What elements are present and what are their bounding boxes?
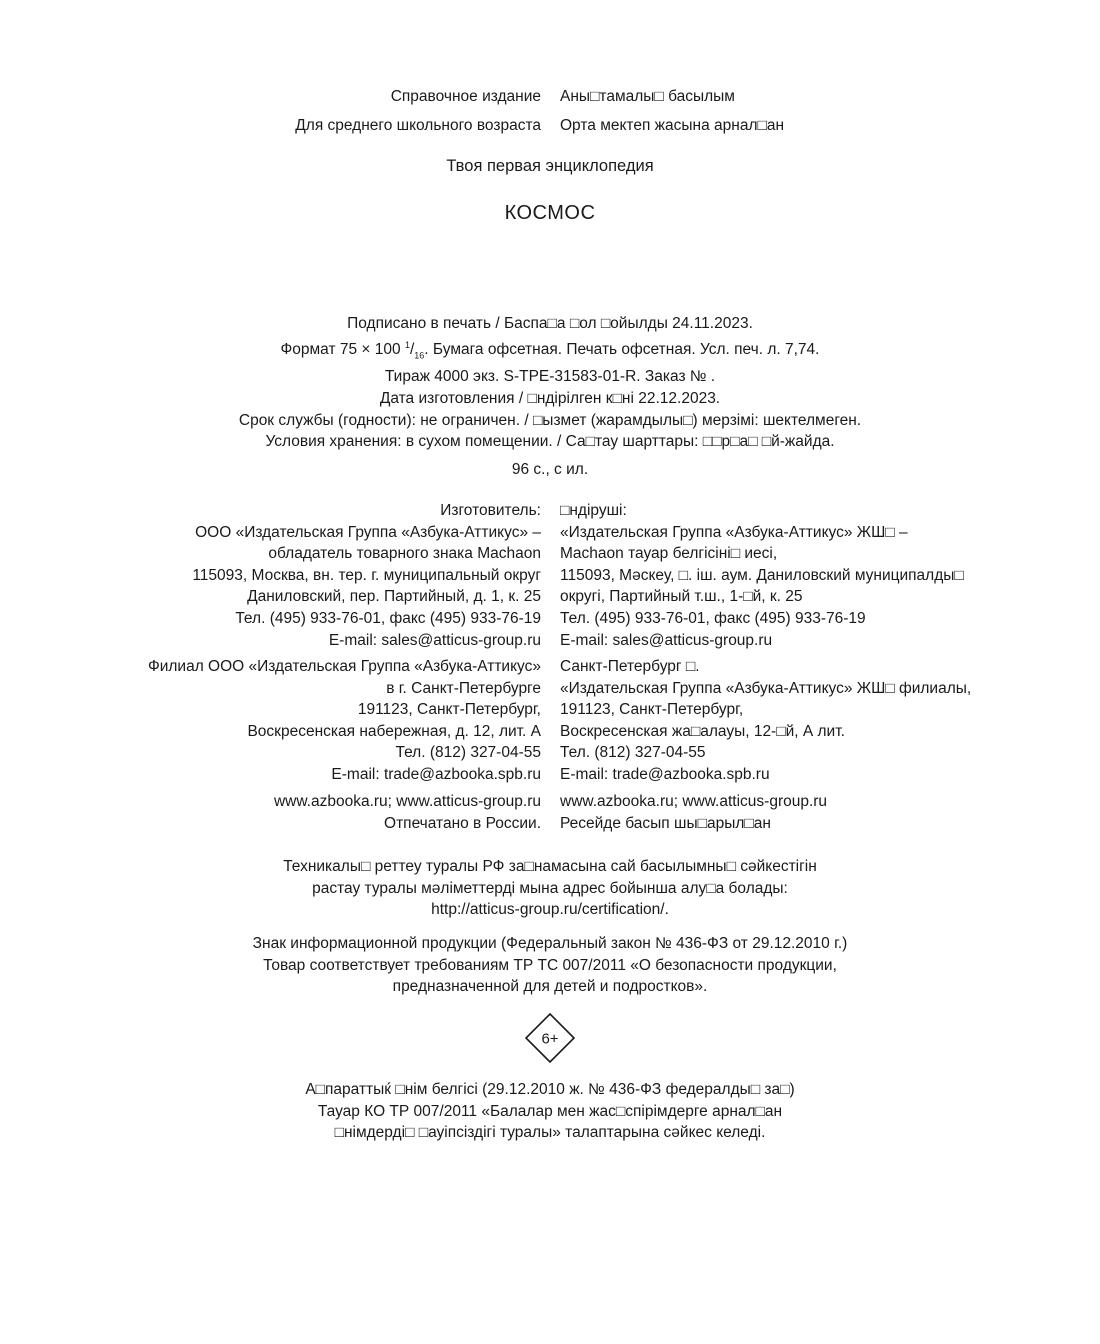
ref-edition-kz: Аны□тамалы□ басылым [560, 88, 735, 105]
certification-line: растау туралы мәліметтерді мына адрес бойынша алу□а болады: [312, 879, 788, 897]
manufacturer-ru-line: 115093, Москва, вн. тер. г. муниципальный округ [192, 566, 541, 584]
websites-ru: www.azbooka.ru; www.atticus-group.ru [273, 793, 541, 810]
series-title: Твоя первая энциклопедия [446, 157, 654, 175]
imprint-date: Дата изготовления / □ндірілген к□ні 22.12.2023. [379, 390, 721, 408]
law-kz-block [0, 1079, 1100, 1144]
branch-kz-email: E-mail: trade@azbooka.spb.ru [560, 765, 770, 783]
format-slash: / [409, 340, 415, 358]
imprint-storage: Условия хранения: в сухом помещении. / Са□тау шарттары: □□р□а□ □й-жайда. [265, 433, 835, 451]
imprint-block [0, 313, 1100, 453]
branch-kz [560, 656, 971, 786]
law-ru-line: предназначенной для детей и подростков». [392, 978, 708, 996]
format-num: 1 [404, 339, 410, 350]
branch-kz-line: «Издательская Группа «Азбука-Аттикус» ЖШ□ филиалы, [560, 679, 972, 697]
diamond-icon [525, 1013, 575, 1063]
manufacturer-kz-line: 115093, Мәскеу, □. іш. аум. Даниловский муниципалды□ [560, 566, 964, 584]
law-kz-line: □німдерді□ □ауіпсіздігі туралы» талаптарына сәйкес келеді. [334, 1124, 766, 1142]
manufacturer-ru-line: обладатель товарного знака Machaon [268, 545, 541, 563]
websites-kz: www.azbooka.ru; www.atticus-group.ru [560, 793, 828, 810]
printed-in-ru: Отпечатано в России. [384, 814, 541, 832]
imprint-signed: Подписано в печать / Баспа□а □ол □ойылды 24.11.2023. [347, 315, 753, 332]
manufacturer-kz [560, 500, 964, 651]
ref-edition-ru: Справочное издание [390, 88, 541, 105]
law-kz-line: Тауар КО ТР 007/2011 «Балалар мен жас□спірімдерге арнал□ан [317, 1102, 783, 1120]
branch-ru-line: Филиал ООО «Издательская Группа «Азбука-Аттикус» [147, 658, 541, 675]
branch-ru-line: Воскресенская набережная, д. 12, лит. А [247, 722, 541, 740]
law-ru-line: Знак информационной продукции (Федеральный закон № 436-ФЗ от 29.12.2010 г.) [252, 935, 848, 952]
branch-ru [148, 656, 541, 786]
branch-kz-line: Тел. (812) 327-04-55 [560, 744, 706, 762]
branch-ru-line: в г. Санкт-Петербурге [386, 679, 541, 697]
manufacturer-ru-line: Тел. (495) 933-76-01, факс (495) 933-76-19 [235, 609, 541, 627]
law-ru-block [0, 933, 1100, 998]
manufacturer-ru-email: E-mail: sales@atticus-group.ru [328, 631, 541, 649]
branch-kz-line: 191123, Санкт-Петербург, [560, 701, 744, 719]
manufacturer-ru-line: Изготовитель: [440, 502, 541, 519]
imprint-format [0, 335, 1100, 367]
age-rating-text: 6+ [541, 1030, 559, 1048]
format-pre: Формат 75 × 100 [280, 340, 405, 358]
printed-in-kz: Ресейде басып шы□арыл□ан [560, 814, 771, 832]
book-title: КОСМОС [504, 202, 596, 224]
web-kz [560, 791, 827, 834]
age-group-kz: Орта мектеп жасына арнал□ан [560, 117, 785, 134]
manufacturer-ru-line: ООО «Издательская Группа «Азбука-Аттикус» – [195, 523, 541, 541]
branch-kz-line: Санкт-Петербург □. [560, 658, 700, 675]
web-ru [274, 791, 541, 834]
branch-ru-email: E-mail: trade@azbooka.spb.ru [331, 765, 541, 783]
format-den: 16 [414, 349, 425, 360]
law-ru-line: Товар соответствует требованиям ТР ТС 007/2011 «О безопасности продукции, [263, 956, 837, 974]
certification-line: Техникалы□ реттеу туралы РФ за□намасына сай басылымны□ сәйкестігін [283, 858, 817, 875]
manufacturer-kz-line: □ндіруші: [560, 502, 627, 519]
branch-ru-line: Тел. (812) 327-04-55 [395, 744, 541, 762]
law-kz-line: А□параттыќ □нім белгісі (29.12.2010 ж. № 436-ФЗ федералды□ за□) [305, 1081, 795, 1098]
branch-kz-line: Воскресенская жа□алауы, 12-□й, А лит. [560, 722, 845, 740]
manufacturer-ru-line: Даниловский, пер. Партийный, д. 1, к. 25 [247, 588, 541, 606]
manufacturer-kz-line: округі, Партийный т.ш., 1-□й, к. 25 [560, 588, 803, 606]
branch-ru-line: 191123, Санкт-Петербург, [357, 701, 541, 719]
manufacturer-kz-line: Machaon тауар белгісіні□ иесі, [560, 545, 778, 563]
page-count: 96 с., с ил. [511, 461, 589, 478]
manufacturer-kz-email: E-mail: sales@atticus-group.ru [560, 631, 773, 649]
imprint-circulation: Тираж 4000 экз. S-TPE-31583-01-R. Заказ № . [384, 368, 716, 386]
imprint-service-life: Срок службы (годности): не ограничен. / □ызмет (жарамдылы□) мерзімі: шектелмеген. [238, 411, 862, 429]
format-post: . Бумага офсетная. Печать офсетная. Усл. печ. л. 7,74. [424, 340, 820, 358]
certification-block [0, 856, 1100, 921]
manufacturer-ru [192, 500, 541, 651]
manufacturer-kz-line: Тел. (495) 933-76-01, факс (495) 933-76-19 [560, 609, 866, 627]
age-group-ru: Для среднего школьного возраста [295, 117, 541, 134]
certification-url: http://atticus-group.ru/certification/. [431, 901, 669, 919]
age-rating-badge [525, 1013, 575, 1063]
manufacturer-kz-line: «Издательская Группа «Азбука-Аттикус» ЖШ□ – [560, 523, 908, 541]
